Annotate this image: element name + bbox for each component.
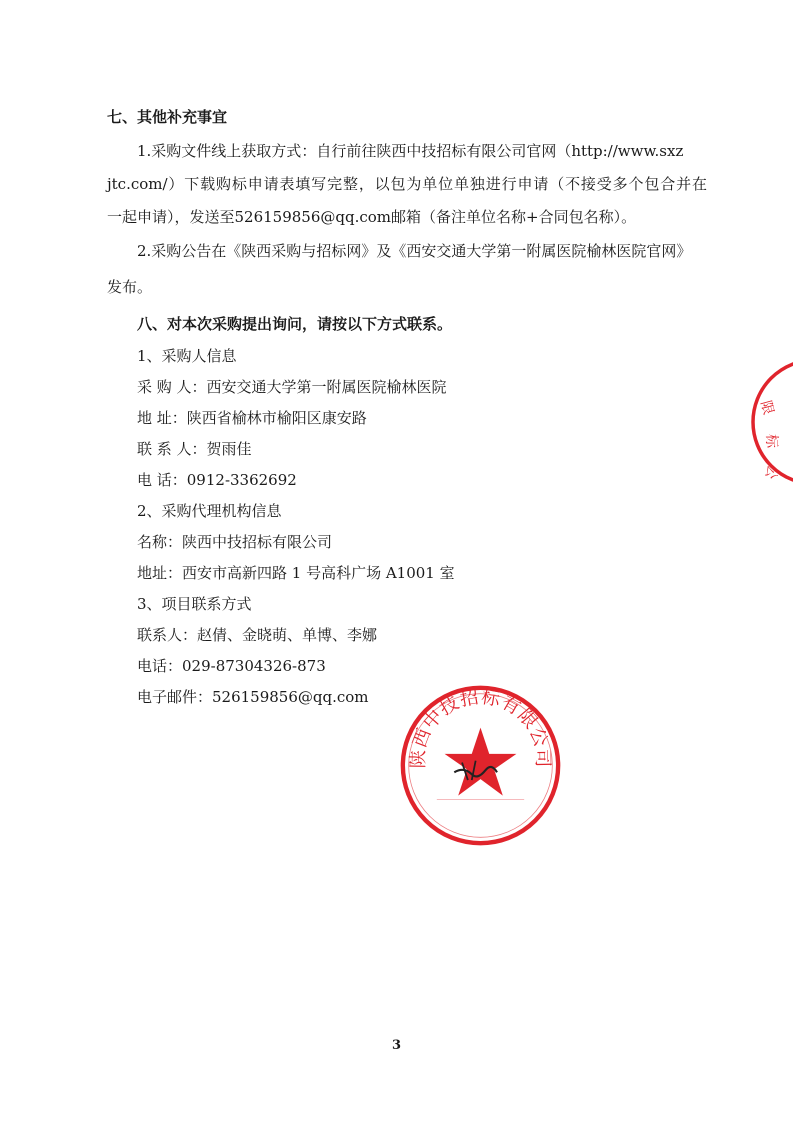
agency-name: 名称：陕西中技招标有限公司 — [137, 533, 333, 551]
project-contact-title: 3、项目联系方式 — [137, 595, 252, 613]
svg-text:限: 限 — [757, 398, 777, 417]
purchaser-phone: 电 话：0912-3362692 — [137, 471, 297, 489]
section-7-item-1-line-1: 1.采购文件线上获取方式：自行前往陕西中技招标有限公司官网（http://www.sxz — [137, 142, 684, 160]
svg-text:公: 公 — [761, 462, 781, 481]
svg-text:陕西中技招标有限公司: 陕西中技招标有限公司 — [408, 686, 553, 769]
section-8-heading: 八、对本次采购提出询问，请按以下方式联系。 — [137, 315, 453, 333]
section-7-item-2-line-1: 2.采购公告在《陕西采购与招标网》及《西安交通大学第一附属医院榆林医院官网》 — [137, 242, 692, 260]
agency-address: 地址：西安市高新四路 1 号高科广场 A1001 室 — [137, 564, 455, 582]
partial-seal-edge — [745, 352, 793, 492]
section-7-item-1-line-2: jtc.com/）下载购标申请表填写完整，以包为单位单独进行申请（不接受多个包合并在 — [107, 175, 707, 193]
purchaser-contact: 联 系 人：贺雨佳 — [137, 440, 252, 458]
project-phone: 电话：029-87304326-873 — [137, 657, 326, 675]
section-7-item-2-line-2: 发布。 — [107, 278, 153, 296]
project-contacts: 联系人：赵倩、金晓萌、单博、李娜 — [137, 626, 378, 644]
company-seal — [398, 683, 563, 848]
purchaser-info-title: 1、采购人信息 — [137, 347, 237, 365]
page-number: 3 — [391, 1038, 402, 1053]
svg-text:标: 标 — [763, 434, 779, 448]
purchaser-name: 采 购 人：西安交通大学第一附属医院榆林医院 — [137, 378, 447, 396]
project-email: 电子邮件：526159856@qq.com — [137, 688, 369, 706]
section-7-heading: 七、其他补充事宜 — [107, 108, 228, 126]
section-7-item-1-line-3: 一起申请），发送至526159856@qq.com邮箱（备注单位名称+合同包名称）。 — [107, 208, 637, 226]
agency-info-title: 2、采购代理机构信息 — [137, 502, 282, 520]
purchaser-address: 地 址：陕西省榆林市榆阳区康安路 — [137, 409, 367, 427]
